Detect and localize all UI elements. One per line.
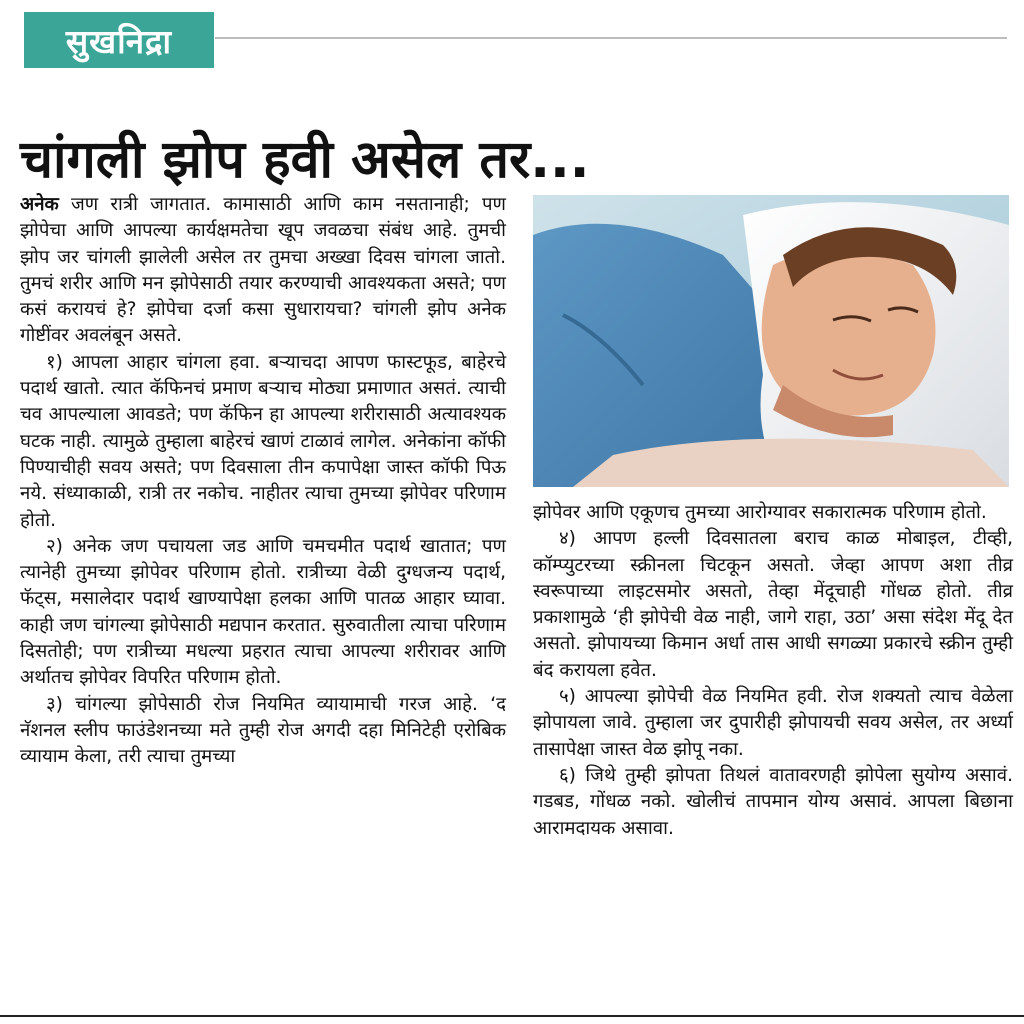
intro-text: जण रात्री जागतात. कामासाठी आणि काम नसतानाही; पण झोपेचा आणि आपल्या कार्यक्षमतेचा खूप जवळचा संबंध आहे. तुमची झोप जर चांगली झालेली असेल तर तुमचा अख्खा दिवस चांगला जातो. तुमचं शरीर आणि मन झोपेसाठी तयार करण्याची आवश्यकता असते; पण कसं करायचं हे? झोपेचा दर्जा कसा सुधारायचा? चांगली झोप अनेक गोष्टींवर अवलंबून असते. (20, 194, 506, 347)
bottom-rule (0, 1015, 1024, 1017)
sleeping-man-illustration (533, 195, 1009, 487)
point-2: २) अनेक जण पचायला जड आणि चमचमीत पदार्थ खातात; पण त्यानेही तुमच्या झोपेवर परिणाम होतो. रात्रीच्या वेळी दुग्धजन्य पदार्थ, फॅट्स, मसालेदार पदार्थ खाण्यापेक्षा हलका आणि पातळ आहार घ्यावा. काही जण चांगल्या झोपेसाठी मद्यपान करतात. सुरुवातीला त्याचा परिणाम दिसतोही; पण रात्रीच्या मधल्या प्रहरात त्याचा आपल्या शरीरावर आणि अर्थातच झोपेवर विपरित परिणाम होतो. (20, 535, 506, 689)
point-3: ३) चांगल्या झोपेसाठी रोज नियमित व्यायामाची गरज आहे. ‘द नॅशनल स्लीप फाउंडेशनच्या मते तुम्ही रोज अगदी दहा मिनिटेही एरोबिक व्यायाम केला, तरी त्याचा तुमच्या (20, 693, 506, 768)
section-tag: सुखनिद्रा (24, 12, 214, 68)
point-6: ६) जिथे तुम्ही झोपता तिथलं वातावरणही झोपेला सुयोग्य असावं. गडबड, गोंधळ नको. खोलीचं तापमान योग्य असावं. आपला बिछाना आरामदायक असावा. (533, 764, 1013, 839)
article-column-left (20, 192, 506, 771)
headline: चांगली झोप हवी असेल तर... (20, 129, 590, 190)
point-3-continued: झोपेवर आणि एकूणच तुमच्या आरोग्यावर सकारात्मक परिणाम होतो. (533, 502, 987, 523)
point-5: ५) आपल्या झोपेची वेळ नियमित हवी. रोज शक्यतो त्याच वेळेला झोपायला जावे. तुम्हाला जर दुपारीही झोपायची सवय असेल, तर अर्ध्या तासापेक्षा जास्त वेळ झोपू नका. (533, 686, 1013, 760)
header-rule (215, 37, 1007, 39)
point-1: १) आपला आहार चांगला हवा. बऱ्याचदा आपण फास्टफूड, बाहेरचे पदार्थ खातो. त्यात कॅफिनचं प्रमाण बऱ्याच मोठ्या प्रमाणात असतं. त्याची चव आपल्याला आवडते; पण कॅफिन हा आपल्या शरीरासाठी अत्यावश्यक घटक नाही. त्यामुळे तुम्हाला बाहेरचं खाणं टाळावं लागेल. अनेकांना कॉफी पिण्याचीही सवय असते; पण दिवसाला तीन कपापेक्षा जास्त कॉफी पिऊ नये. संध्याकाळी, रात्री तर नकोच. नाहीतर त्याचा तुमच्या झोपेवर परिणाम होतो. (20, 351, 506, 531)
intro-paragraph (20, 192, 506, 350)
article-column-right (533, 500, 1013, 842)
sleeping-man-photo (533, 195, 1009, 487)
intro-lead-word: अनेक (20, 194, 59, 215)
point-4: ४) आपण हल्ली दिवसातला बराच काळ मोबाइल, टीव्ही, कॉम्प्युटरच्या स्क्रीनला चिटकून असतो. जेव्हा आपण अशा तीव्र स्वरूपाच्या लाइटसमोर असतो, तेव्हा मेंदूचाही गोंधळ होतो. तीव्र प्रकाशामुळे ‘ही झोपेची वेळ नाही, जागे राहा, उठा’ असा संदेश मेंदू देत असतो. झोपायच्या किमान अर्धा तास आधी सगळ्या प्रकारचे स्क्रीन तुम्ही बंद करायला हवेत. (533, 528, 1013, 681)
